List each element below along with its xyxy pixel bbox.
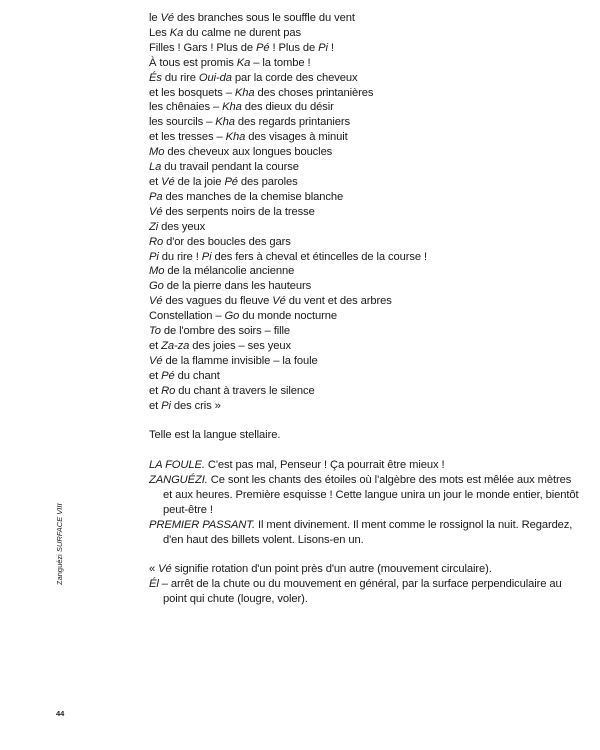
text-run: par la corde des cheveux <box>231 71 358 84</box>
page-number: 44 <box>56 709 65 718</box>
text-run: Il ment divinement. Il ment comme le rossignol la nuit. Regardez, d'en haut des billets volent. Lisons-en un. <box>163 518 573 546</box>
text-run: de la flamme invisible – la foule <box>162 354 318 367</box>
poem-line <box>149 160 579 175</box>
italic-text: Zi <box>149 220 159 233</box>
italic-text: Kha <box>225 131 246 144</box>
poem-line <box>149 11 579 26</box>
poem-line <box>149 384 579 399</box>
statement: Telle est la langue stellaire. <box>149 429 281 442</box>
italic-text: Ro <box>161 384 176 397</box>
text-run: et les bosquets – <box>149 86 235 99</box>
text-run: des cheveux aux longues boucles <box>164 146 333 159</box>
spacer <box>149 548 579 563</box>
italic-text: Ro <box>149 235 164 248</box>
poem-line <box>149 41 579 56</box>
text-run: À tous est promis <box>149 56 237 69</box>
text-run: des fers à cheval et étincelles de la course ! <box>211 250 427 263</box>
poem-line <box>149 205 579 220</box>
italic-text: Vé <box>149 354 163 367</box>
spacer <box>149 413 579 428</box>
poem-line <box>149 100 579 115</box>
text-run: des choses printanières <box>254 86 374 99</box>
poem-line <box>149 309 579 324</box>
poem-line <box>149 145 579 160</box>
dialogue-entry <box>149 518 579 548</box>
text-run: et les tresses – <box>149 131 226 144</box>
text-run: du chant à travers le silence <box>175 384 315 397</box>
text-run: Filles ! Gars ! Plus de <box>149 41 257 54</box>
italic-text: Za-za <box>161 339 190 352</box>
text-run: signifie rotation d'un point près d'un autre (mouvement circulaire). <box>171 563 492 576</box>
text-run: du rire <box>161 71 199 84</box>
italic-text: Pa <box>149 190 163 203</box>
text-run: d'or des boucles des gars <box>163 235 291 248</box>
text-run: du rire ! <box>158 250 202 263</box>
italic-text: Ka <box>236 56 251 69</box>
dialogue-entry <box>149 458 579 473</box>
text-run: des vagues du fleuve <box>162 295 273 308</box>
text-run: le <box>149 12 161 24</box>
poem-line <box>149 71 579 86</box>
text-run: Constellation – <box>149 310 225 323</box>
text-run: du chant <box>174 369 220 382</box>
text-run: et <box>149 399 162 412</box>
poem-line <box>149 220 579 235</box>
text-run: des dieux du désir <box>241 101 334 114</box>
text-run: et <box>149 339 162 352</box>
italic-text: Pi <box>161 399 171 412</box>
text-run: des manches de la chemise blanche <box>162 190 344 203</box>
poem-line <box>149 56 579 71</box>
italic-text: To <box>149 325 161 338</box>
italic-text: Vé <box>161 175 175 188</box>
text-run: Ce sont les chants des étoiles où l'algèbre des mots est mêlée aux mètres et aux heures. Première esquisse ! Cette langue unira un jour le monde entier, bientôt peut-être ! <box>163 474 579 516</box>
text-run: de la pierre dans les hauteurs <box>163 280 312 293</box>
text-run: des visages à minuit <box>245 131 348 144</box>
italic-text: Go <box>224 310 240 323</box>
poem <box>149 11 579 413</box>
text-run: des cris » <box>170 399 221 412</box>
poem-line <box>149 130 579 145</box>
text-run: du travail pendant la course <box>161 161 299 174</box>
side-note-text: Zanguézi <box>55 554 64 585</box>
dialogue-entry <box>149 473 579 518</box>
definition-entry <box>149 562 579 577</box>
text-run: des serpents noirs de la tresse <box>162 205 315 218</box>
poem-line <box>149 369 579 384</box>
italic-text: Go <box>149 280 164 293</box>
poem-line <box>149 190 579 205</box>
text-run: et <box>149 384 162 397</box>
text-run: « <box>149 563 159 576</box>
italic-text: Pé <box>161 369 175 382</box>
text-run: du calme ne durent pas <box>183 26 301 39</box>
text-run: des branches sous le souffle du vent <box>174 12 355 24</box>
text-run: du monde nocturne <box>239 310 337 323</box>
text-run: ! Plus de <box>269 41 319 54</box>
italic-text: LA FOULE. <box>149 459 205 472</box>
italic-text: Pi <box>149 250 159 263</box>
text-run: ! <box>327 41 334 54</box>
poem-line <box>149 354 579 369</box>
poem-line <box>149 399 579 414</box>
italic-text: Pi <box>201 250 212 263</box>
dialogue <box>149 458 579 547</box>
text-run: des regards printaniers <box>234 116 351 129</box>
italic-text: Vé <box>160 12 175 24</box>
main-text <box>149 11 579 607</box>
text-run: – la tombe ! <box>250 56 311 69</box>
poem-line <box>149 339 579 354</box>
italic-text: Mo <box>149 265 165 278</box>
italic-text: És <box>149 71 162 84</box>
text-run: C'est pas mal, Penseur ! Ça pourrait être mieux ! <box>204 459 445 472</box>
text-run: de la mélancolie ancienne <box>164 265 295 278</box>
definition-entry <box>149 577 579 607</box>
text-run: et <box>149 175 162 188</box>
italic-text: ZANGUÉZI. <box>149 474 208 487</box>
running-head-vertical <box>55 503 64 585</box>
italic-text: Vé <box>149 205 163 218</box>
poem-line <box>149 264 579 279</box>
text-run: des joies – ses yeux <box>189 339 292 352</box>
italic-text: Kha <box>234 86 255 99</box>
italic-text: Oui-da <box>198 71 232 84</box>
italic-text: Pi <box>318 41 328 54</box>
text-run: – arrêt de la chute ou du mouvement en général, par la surface perpendiculaire au point qui chute (lougre, voler). <box>158 578 562 606</box>
poem-line <box>149 250 579 265</box>
italic-text: La <box>149 161 162 174</box>
text-run: Les <box>149 26 170 39</box>
poem-line <box>149 26 579 41</box>
italic-text: Ka <box>169 26 184 39</box>
side-note-text: SURFACE VIII <box>55 503 64 555</box>
italic-text: Vé <box>149 295 163 308</box>
poem-line <box>149 324 579 339</box>
text-run: du vent et des arbres <box>285 295 392 308</box>
italic-text: Kha <box>215 116 235 129</box>
italic-text: Mo <box>149 146 165 159</box>
italic-text: Vé <box>158 563 172 576</box>
spacer <box>149 443 579 458</box>
poem-line <box>149 175 579 190</box>
italic-text: Kha <box>222 101 242 114</box>
italic-text: Pé <box>256 41 270 54</box>
poem-line <box>149 115 579 130</box>
text-run: et <box>149 369 162 382</box>
italic-text: PREMIER PASSANT. <box>149 518 255 531</box>
text-run: de l'ombre des soirs – fille <box>160 325 291 338</box>
text-run: des yeux <box>158 220 206 233</box>
text-run: des paroles <box>237 175 298 188</box>
poem-line <box>149 294 579 309</box>
poem-line <box>149 86 579 101</box>
text-run: les sourcils – <box>149 116 216 129</box>
poem-line <box>149 279 579 294</box>
text-run: les chênaies – <box>149 101 223 114</box>
italic-text: Pé <box>224 175 238 188</box>
definitions <box>149 562 579 607</box>
italic-text: Él <box>149 578 159 591</box>
poem-line <box>149 235 579 250</box>
text-run: de la joie <box>174 175 225 188</box>
italic-text: Vé <box>272 295 286 308</box>
